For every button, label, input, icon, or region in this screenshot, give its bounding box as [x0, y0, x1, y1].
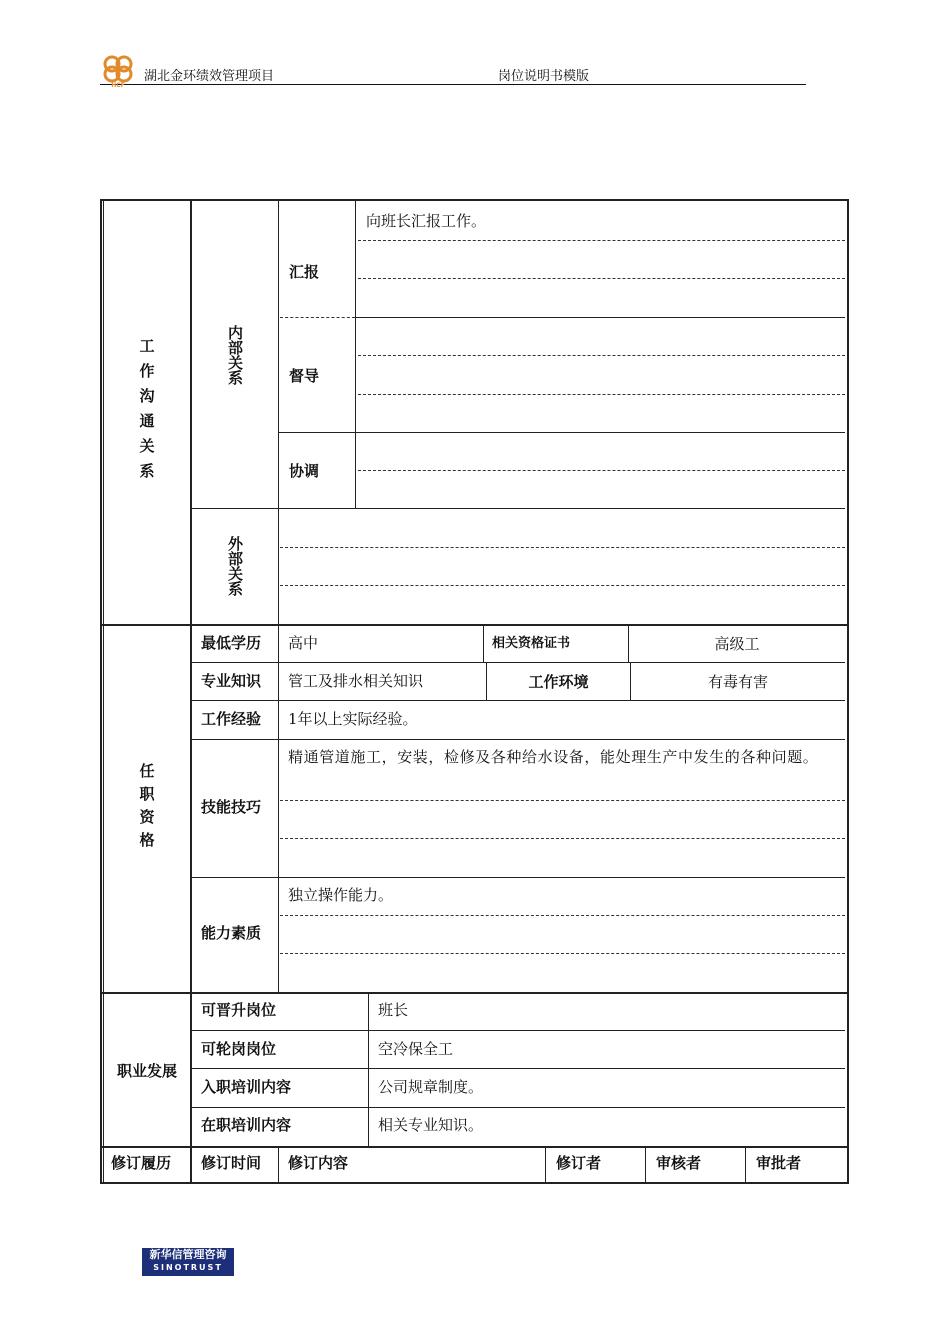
environment-value: 有毒有害: [707, 672, 768, 691]
promotion-label: 可晋升岗位: [201, 1001, 277, 1019]
environment-label: 工作环境: [528, 672, 589, 691]
education-label: 最低学历: [201, 634, 262, 652]
experience-label: 工作经验: [201, 710, 262, 728]
approver-header: 审批者: [756, 1154, 802, 1172]
knowledge-label: 专业知识: [201, 672, 262, 690]
rotation-value: 空冷保全工: [378, 1040, 454, 1058]
supervise-label: 督导: [289, 367, 320, 385]
promotion-value: 班长: [378, 1001, 409, 1019]
inservice-training-label: 在职培训内容: [201, 1116, 292, 1134]
rotation-label: 可轮岗岗位: [201, 1040, 277, 1058]
skills-label: 技能技巧: [201, 798, 262, 816]
sinotrust-logo: [142, 1248, 234, 1276]
footer-logo-en: SINOTRUST: [153, 1263, 223, 1272]
hcf-logo: [100, 52, 138, 88]
footer-logo-cn: 新华信管理咨询: [149, 1248, 227, 1261]
report-value: 向班长汇报工作。: [366, 212, 487, 230]
career-section-title: 职业发展: [116, 1061, 177, 1080]
onboarding-training-value: 公司规章制度。: [378, 1078, 484, 1096]
inservice-training-value: 相关专业知识。: [378, 1116, 484, 1134]
report-label: 汇报: [289, 263, 320, 281]
reviser-header: 修订者: [556, 1154, 602, 1172]
auditor-header: 审核者: [656, 1154, 702, 1172]
project-title: 湖北金环绩效管理项目: [144, 69, 275, 84]
experience-value: 1年以上实际经验。: [288, 710, 418, 728]
knowledge-value: 管工及排水相关知识: [288, 672, 424, 690]
comm-section-title: 工作沟通关系: [137, 337, 156, 488]
internal-relations-label: 内部关系: [226, 324, 244, 385]
coordinate-label: 协调: [289, 462, 320, 480]
page-header: [100, 52, 806, 88]
qualification-section-title: 任职资格: [137, 763, 156, 855]
skills-value: 精通管道施工，安装，检修及各种给水设备，能处理生产中发生的各种问题。: [288, 748, 819, 766]
education-value: 高中: [288, 634, 319, 652]
ability-label: 能力素质: [201, 924, 262, 942]
external-relations-label: 外部关系: [226, 536, 244, 596]
logo-text: HCF: [111, 82, 125, 88]
onboarding-training-label: 入职培训内容: [201, 1078, 292, 1096]
revision-content-header: 修订内容: [288, 1154, 349, 1172]
revision-time-header: 修订时间: [201, 1154, 262, 1172]
document-title: 岗位说明书模版: [498, 69, 590, 84]
certificate-label: 相关资格证书: [492, 636, 571, 651]
ability-value: 独立操作能力。: [288, 886, 394, 904]
revision-section-title: 修订履历: [111, 1154, 172, 1172]
certificate-value: 高级工: [714, 634, 760, 653]
